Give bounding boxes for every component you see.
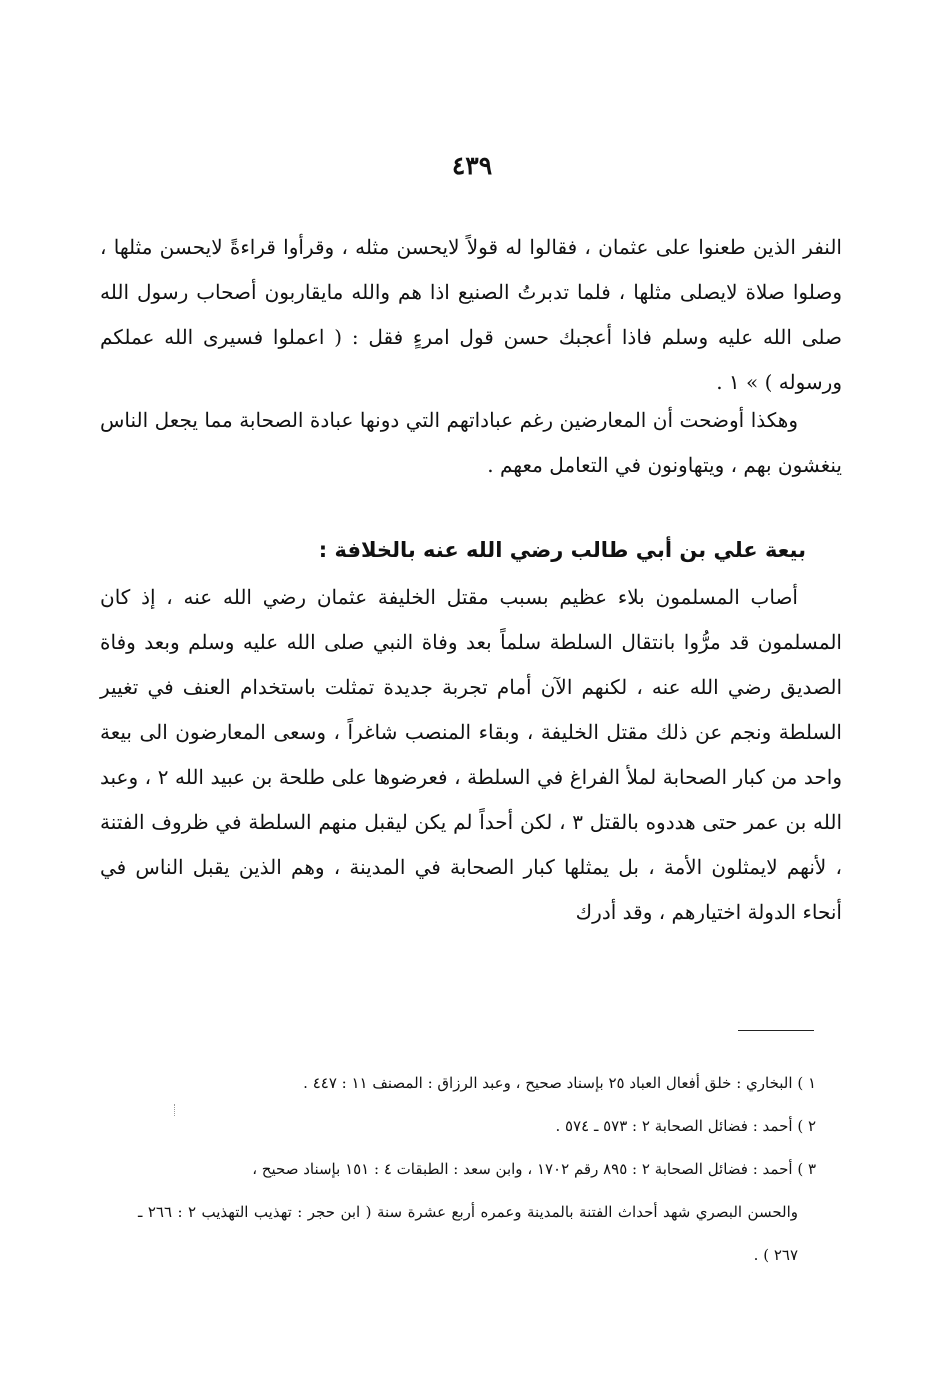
footnotes: [138, 1062, 816, 1277]
footnote-separator: [738, 1030, 814, 1031]
page-number: ٤٣٩: [451, 151, 493, 180]
paragraph-bayah-ali: أصاب المسلمون بلاء عظيم بسبب مقتل الخليفة عثمان رضي الله عنه ، إذ كان المسلمون قد مرُّوا بانتقال السلطة سلماً بعد وفاة النبي صلى الله عليه وسلم وبعد وفاة الصديق رضي الله عنه ، لكنهم الآن أمام تجربة جديدة تمثلت باستخدام العنف في تغيير السلطة ونجم عن ذلك مقتل الخليفة ، وبقاء المنصب شاغراً ، وسعى المعارضون الى بيعة واحد من كبار الصحابة لملأ الفراغ في السلطة ، فعرضوها على طلحة بن عبيد الله ٢ ، وعبد الله بن عمر حتى هددوه بالقتل ٣ ، لكن أحداً لم يكن ليقبل منهم السلطة في ظروف الفتنة ، لأنهم لايمثلون الأمة ، بل يمثلها كبار الصحابة في المدينة ، وهم الذين يقبل الناس في أنحاء الدولة اختيارهم ، وقد أدرك: [100, 585, 843, 924]
footnote-3-continuation: والحسن البصري شهد أحداث الفتنة بالمدينة وعمره أربع عشرة سنة ( ابن حجر : تهذيب التهذيب ٢ : ٢٦٦ ـ ٢٦٧ ) .: [138, 1203, 798, 1264]
footnote-2: ٢ ) أحمد : فضائل الصحابة ٢ : ٥٧٣ ـ ٥٧٤ .: [555, 1117, 816, 1135]
footnote-3: ٣ ) أحمد : فضائل الصحابة ٢ : ٨٩٥ رقم ١٧٠٢ ، وابن سعد : الطبقات ٤ : ١٥١ بإسناد صحيح ،: [252, 1160, 816, 1178]
section-heading: بيعة علي بن أبي طالب رضي الله عنه بالخلافة :: [318, 538, 806, 562]
paragraph-opponents-summary: وهكذا أوضحت أن المعارضين رغم عباداتهم التي دونها عبادة الصحابة مما يجعل الناس ينغشون بهم ، ويتهاونون في التعامل معهم .: [100, 408, 842, 477]
footnote-1: ١ ) البخاري : خلق أفعال العباد ٢٥ بإسناد صحيح ، وعبد الرزاق : المصنف ١١ : ٤٤٧ .: [303, 1074, 816, 1092]
paragraph-quote-ending: النفر الذين طعنوا على عثمان ، فقالوا له قولاً لايحسن مثله ، وقرأوا قراءةً لايحسن مثلها ، وصلوا صلاة لايصلى مثلها ، فلما تدبرتُ الصنيع اذا هم والله مايقاربون أصحاب رسول الله صلى الله عليه وسلم فاذا أعجبك حسن قول امرءٍ فقل : ( اعملوا فسيرى الله عملكم ورسوله ) » ١ .: [100, 235, 842, 394]
